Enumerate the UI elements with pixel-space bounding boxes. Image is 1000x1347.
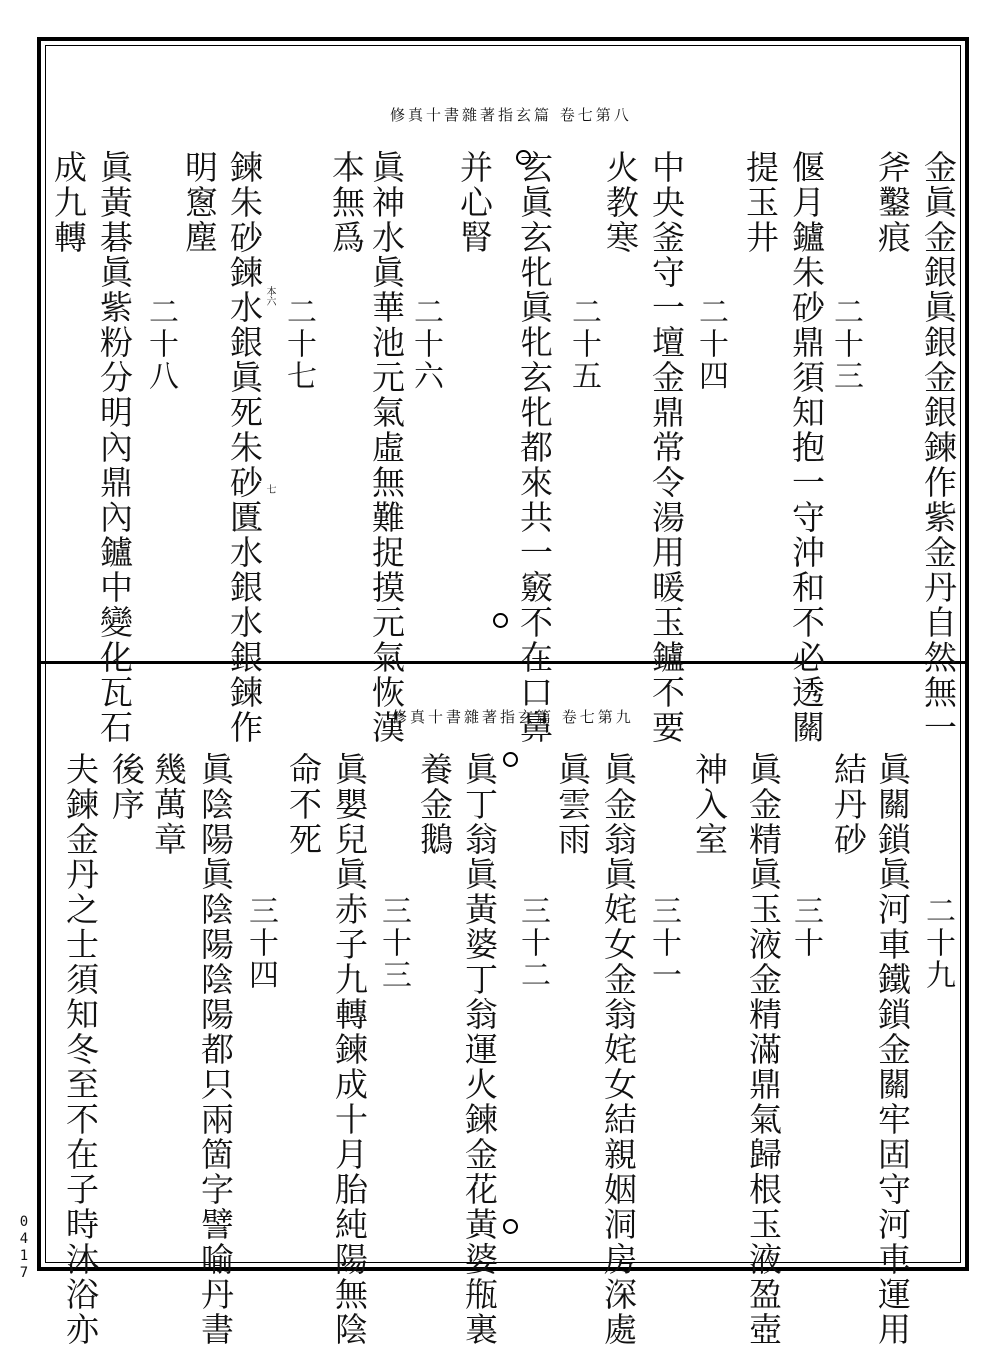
section-number: 三十 [788,895,823,959]
text-column: 玄眞玄牝眞牝玄牝都來共一竅不在口鼻 [515,150,554,745]
text-column: 眞丁翁眞黃婆丁翁運火鍊金花黃婆甁裏 [460,752,499,1347]
text-column: 眞陰陽眞陰陽陰陽都只兩箇字譬喻丹書 [196,752,235,1347]
top-running-header: 修真十書雜著指玄篇 卷七第八 [390,106,632,124]
text-column: 幾萬章 [149,752,188,857]
text-column: 養金鵝 [415,752,454,857]
section-number: 三十四 [243,895,278,991]
section-number: 三十三 [376,895,411,991]
circle-mark [503,1219,518,1234]
page-frame [37,37,969,1271]
circle-mark [516,150,531,165]
interlinear-note: 本六 [264,286,275,306]
text-column: 金眞金銀眞銀金銀鍊作紫金丹自然無一 [919,150,958,745]
interlinear-note: 七 [264,484,275,494]
text-column: 提玉井 [741,150,780,255]
section-number: 二十五 [566,296,601,392]
section-number: 二十六 [408,296,443,392]
text-column: 後序 [107,752,146,822]
text-column: 結丹砂 [829,752,868,857]
text-column: 眞神水眞華池元氣虛無難捉摸元氣恢漢 [367,150,406,745]
text-column: 本無爲 [327,150,366,255]
text-column: 眞嬰兒眞赤子九轉鍊成十月胎純陽無陰 [330,752,369,1347]
text-column: 眞金精眞玉液金精滿鼎氣歸根玉液盈壺 [744,752,783,1347]
section-number: 二十三 [828,296,863,392]
section-number: 二十八 [143,296,178,392]
text-column: 斧鑿痕 [873,150,912,255]
circle-mark [503,752,518,767]
text-column: 眞黃碁眞紫粉分明內鼎內鑪中變化瓦石 [95,150,134,745]
section-number: 二十九 [920,895,955,991]
circle-mark [493,613,508,628]
text-column: 并心腎 [455,150,494,255]
text-column: 眞金翁眞姹女金翁姹女結親姻洞房深處 [599,752,638,1347]
text-column: 中央釜守一壇金鼎常令湯用暖玉鑪不要 [647,150,686,745]
text-column: 命不死 [284,752,323,857]
section-number: 二十七 [281,296,316,392]
section-number: 三十二 [515,895,550,991]
text-column: 明窻塵 [180,150,219,255]
text-column: 神入室 [690,752,729,857]
text-column: 鍊朱砂鍊水銀眞死朱砂匱水銀水銀鍊作 [225,150,264,745]
text-column: 眞關鎖眞河車鐵鎖金關牢固守河車運用 [873,752,912,1347]
section-number: 二十四 [693,296,728,392]
text-column: 夫鍊金丹之士須知冬至不在子時沐浴亦 [61,752,100,1347]
page-number: 0417 [16,1214,32,1282]
text-column: 成九轉 [49,150,88,255]
section-number: 三十一 [646,895,681,991]
text-column: 火教寒 [601,150,640,255]
panel-divider [37,661,969,664]
bottom-running-header: 修真十書雜著指玄篇 卷七第九 [392,708,634,726]
text-column: 偃月鑪朱砂鼎須知抱一守沖和不必透關 [787,150,826,745]
text-column: 眞雲雨 [553,752,592,857]
